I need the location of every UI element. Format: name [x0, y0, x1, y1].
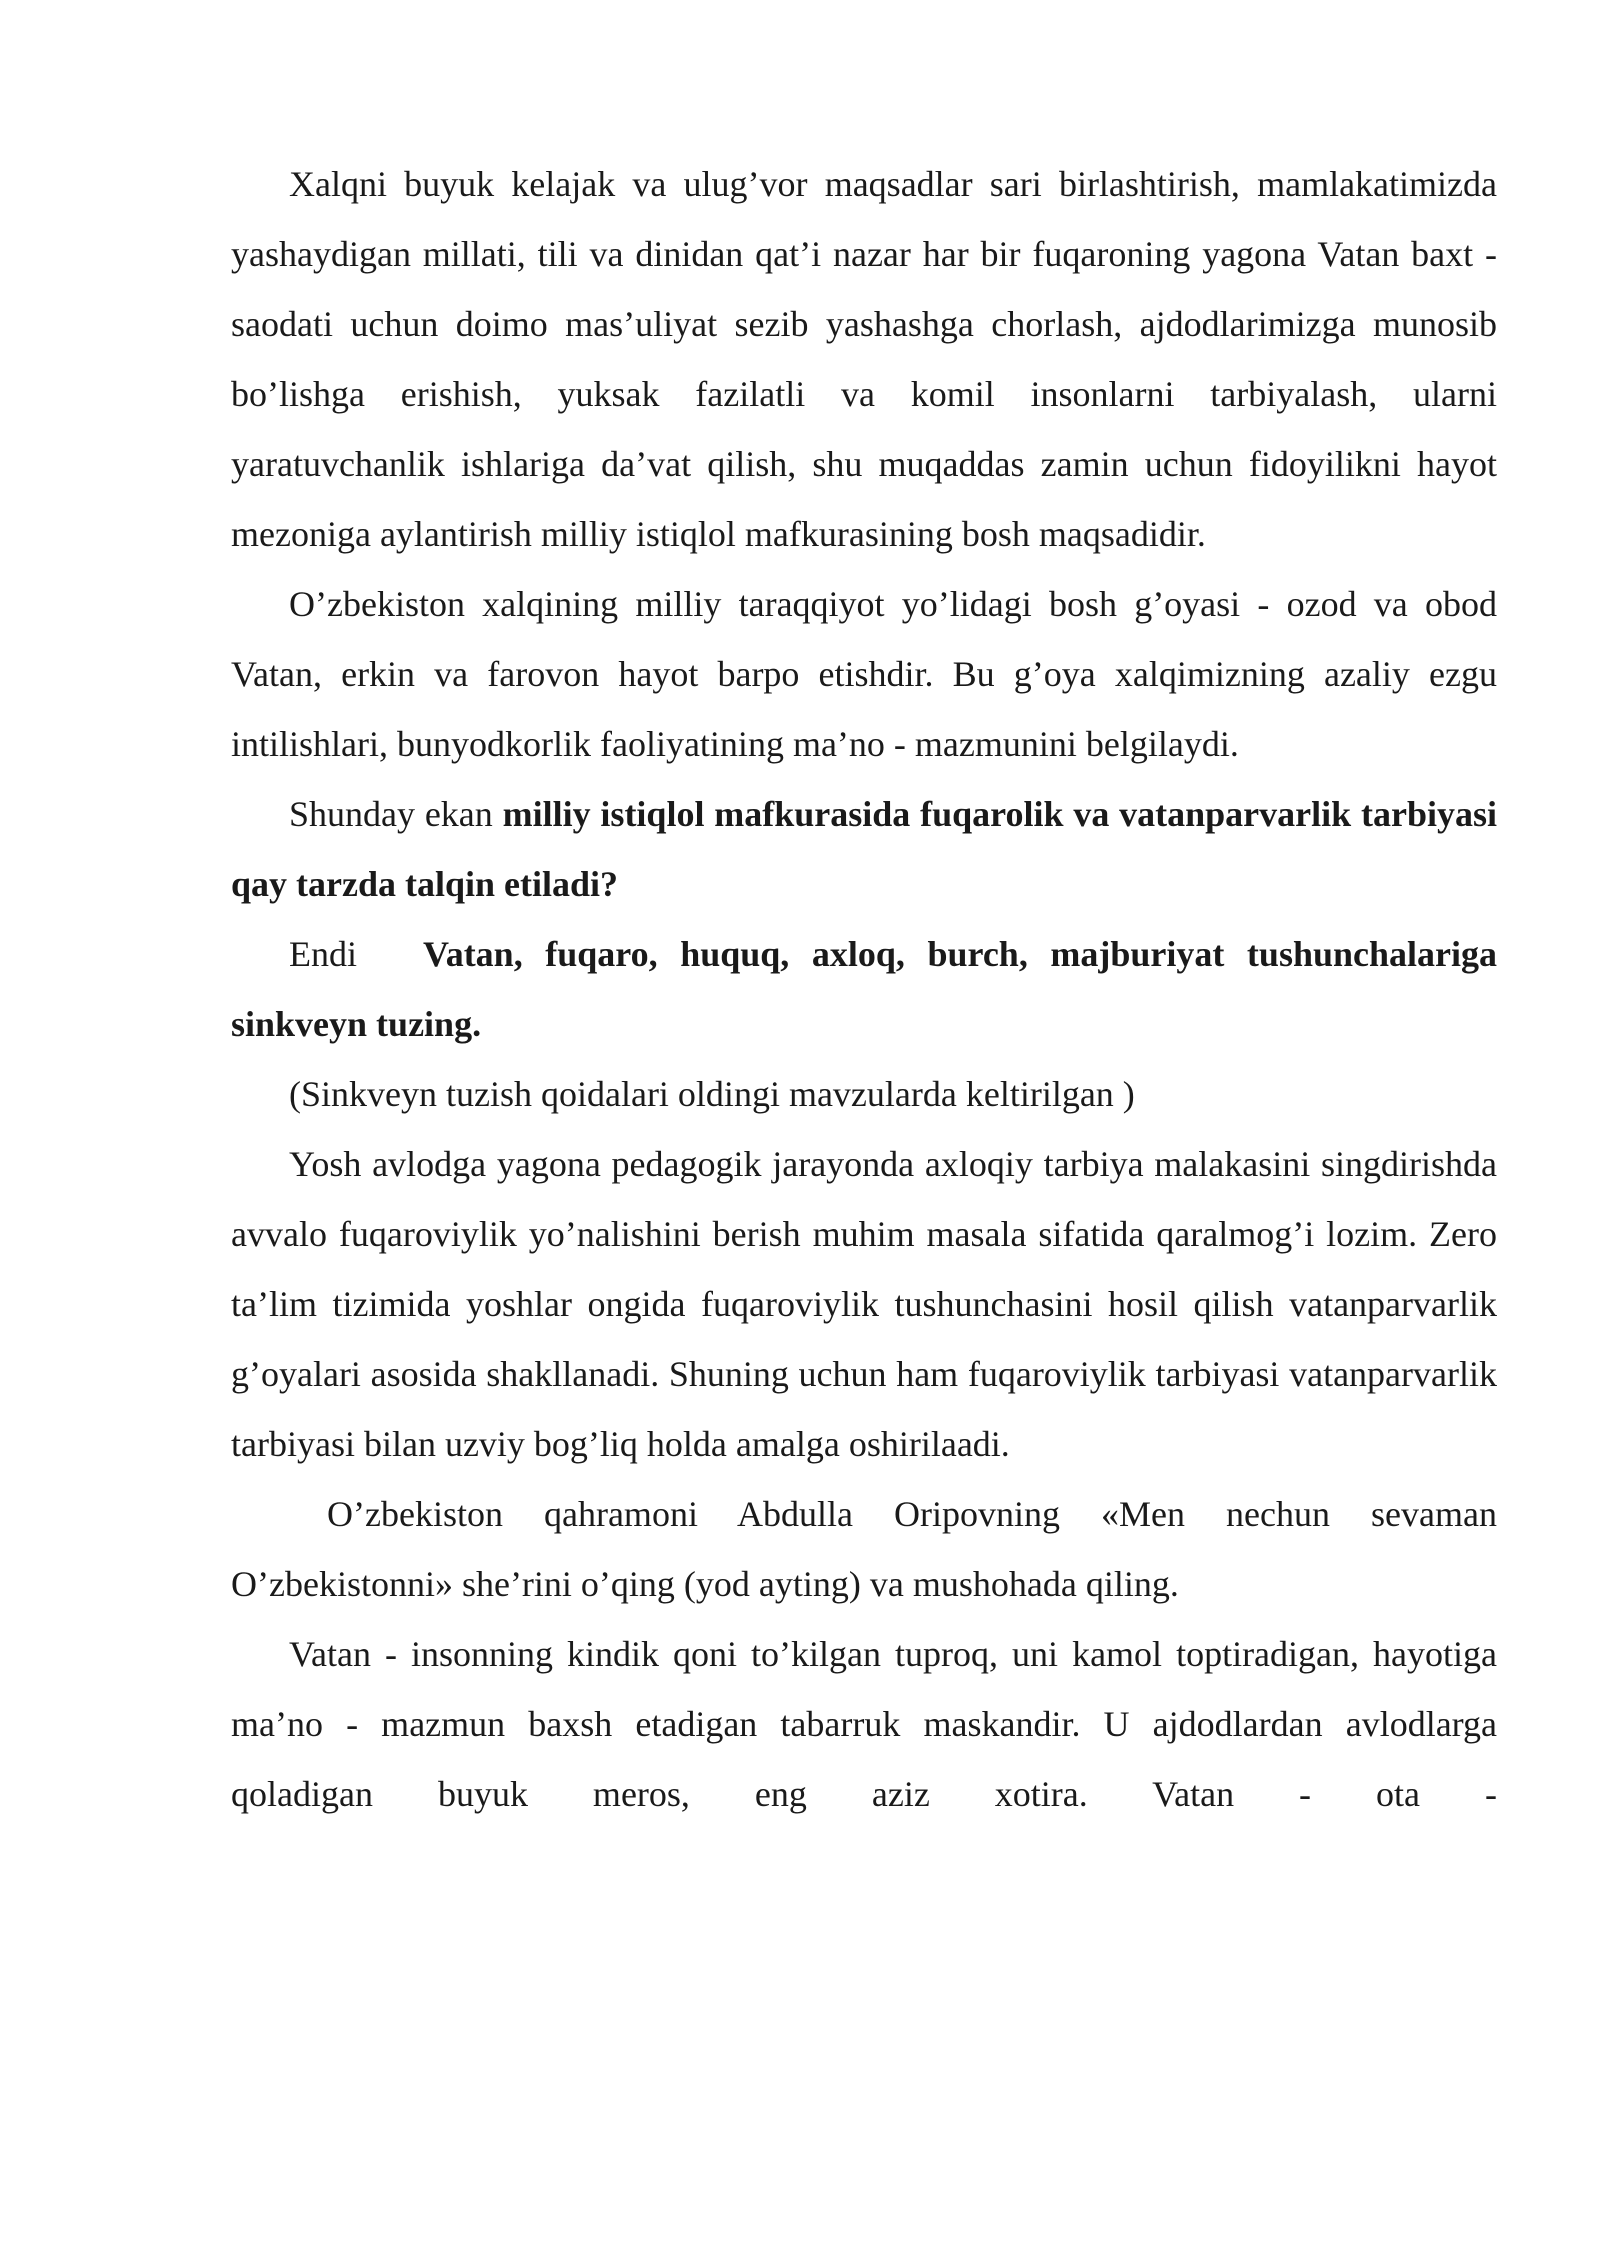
task-lead-text: Endi [289, 934, 357, 974]
paragraph-mafkura-maqsadi: Xalqni buyuk kelajak va ulug’vor maqsadlar sari birlashtirish, mamlakatimizda yashaydigan millati, tili va dinidan qat’i nazar har bir fuqaroning yagona Vatan baxt - saodati uchun doimo mas’uliyat sezib yashashga chorlash, ajdodlarimizga munosib bo’lishga erishish, yuksak fazilatli va komil insonlarni tarbiyalash, ularni yaratuvchanlik ishlariga da’vat qilish, shu muqaddas zamin uchun fidoyilikni hayot mezoniga aylantirish milliy istiqlol mafkurasining bosh maqsadidir. [231, 164, 1497, 554]
paragraph-sinkveyn-note: (Sinkveyn tuzish qoidalari oldingi mavzularda keltirilgan ) [289, 1074, 1135, 1114]
paragraph-sher-task: O’zbekiston qahramoni Abdulla Oripovning «Men nechun sevaman O’zbekistonni» she’rini o’qing (yod ayting) va mushohada qiling. [231, 1494, 1497, 1604]
task-bold-text: Vatan, fuqaro, huquq, axloq, burch, majburiyat tushunchalariga sinkveyn tuzing. [231, 934, 1497, 1044]
paragraph-bosh-goya: O’zbekiston xalqining milliy taraqqiyot yo’lidagi bosh g’oyasi - ozod va obod Vatan, erkin va farovon hayot barpo etishdir. Bu g’oya xalqimizning azaliy ezgu intilishlari, bunyodkorlik faoliyatining ma’no - mazmunini belgilaydi. [231, 584, 1497, 764]
question-lead-text: Shunday ekan [289, 794, 503, 834]
question-bold-text: milliy istiqlol mafkurasida fuqarolik va vatanparvarlik tarbiyasi qay tarzda talqin etiladi? [231, 794, 1497, 904]
paragraph-vatan-definition: Vatan - insonning kindik qoni to’kilgan tuproq, uni kamol toptiradigan, hayotiga ma’no - mazmun baxsh etadigan tabarruk maskandir. U ajdodlardan avlodlarga qoladigan buyuk meros, eng aziz xotira. Vatan - ota - [231, 1634, 1497, 1814]
paragraph-question [231, 779, 1497, 919]
paragraph-task-sinkveyn [231, 919, 1497, 1059]
document-body [231, 149, 1497, 1829]
paragraph-fuqaroviylik: Yosh avlodga yagona pedagogik jarayonda axloqiy tarbiya malakasini singdirishda avvalo fuqaroviylik yo’nalishini berish muhim masala sifatida qaralmog’i lozim. Zero ta’lim tizimida yoshlar ongida fuqaroviylik tushunchasini hosil qilish vatanparvarlik g’oyalari asosida shakllanadi. Shuning uchun ham fuqaroviylik tarbiyasi vatanparvarlik tarbiyasi bilan uzviy bog’liq holda amalga oshirilaadi. [231, 1144, 1497, 1464]
